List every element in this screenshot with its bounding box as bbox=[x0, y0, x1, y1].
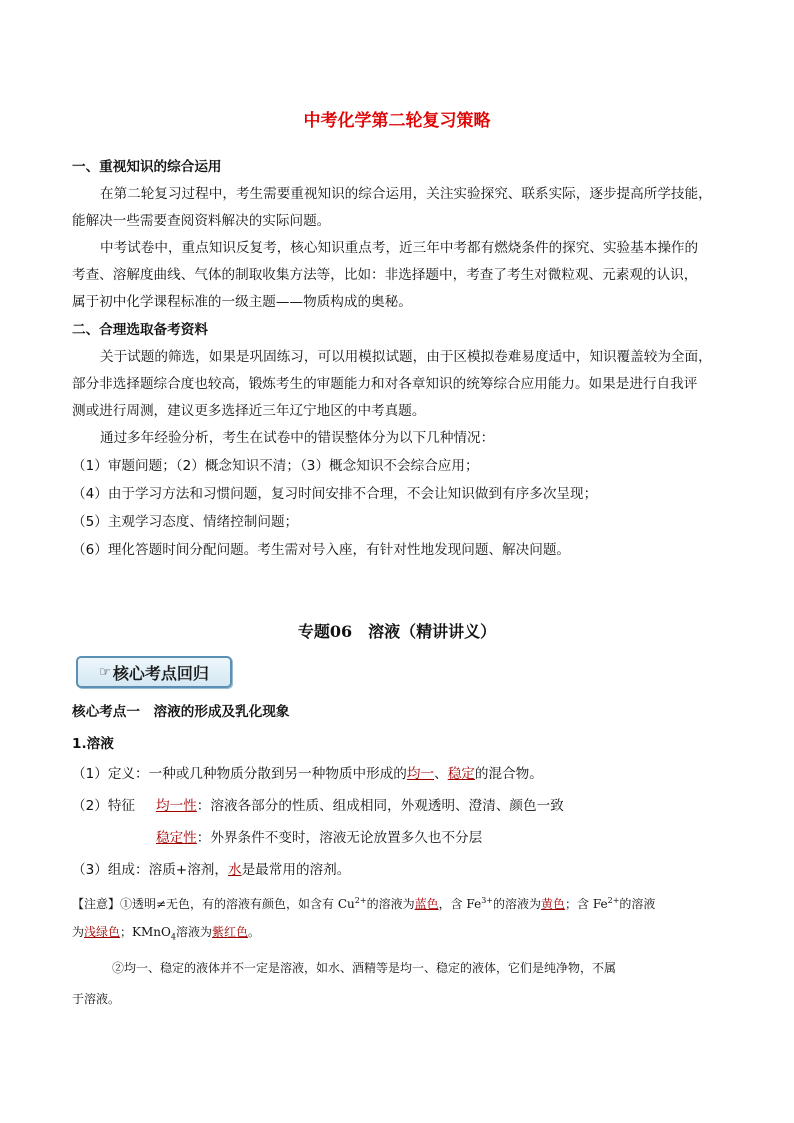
section2-para2: 通过多年经验分析，考生在试卷中的错误整体分为以下几种情况： bbox=[100, 430, 495, 446]
page-title: 中考化学第二轮复习策略 bbox=[303, 111, 491, 131]
section2-heading: 二、合理选取备考资料 bbox=[72, 322, 208, 338]
keyword-stable: 稳定 bbox=[447, 766, 475, 782]
feature-label: （2）特征 bbox=[72, 798, 136, 814]
definition-line: （1）定义：一种或几种物质分散到另一种物质中形成的均一、稳定的混合物。 bbox=[72, 766, 543, 782]
note-line3: ②均一、稳定的液体并不一定是溶液，如水、酒精等是均一、稳定的液体，它们是纯净物，不属 bbox=[112, 961, 617, 975]
list-item: （5）主观学习态度、情绪控制问题； bbox=[72, 514, 299, 530]
section2-para1-line2: 部分非选择题综合度也较高，锻炼考生的审题能力和对各章知识的统筹综合应用能力。如果是进行自我评 bbox=[72, 376, 698, 392]
section1-para1-line1: 在第二轮复习过程中，考生需要重视知识的综合运用，关注实验探究、联系实际，逐步提高所学技能， bbox=[100, 186, 712, 202]
keyword-uniformity: 均一性 bbox=[156, 798, 197, 814]
feature-uniformity: 均一性：溶液各部分的性质、组成相同，外观透明、澄清、颜色一致 bbox=[156, 798, 564, 814]
keyword-water: 水 bbox=[227, 862, 242, 878]
keyword-uniform: 均一 bbox=[406, 766, 435, 782]
badge-label: 核心考点回归 bbox=[112, 663, 209, 683]
list-item: （6）理化答题时间分配问题。考生需对号入座，有针对性地发现问题、解决问题。 bbox=[72, 542, 571, 558]
sub-heading: 1.溶液 bbox=[72, 736, 114, 752]
section2-para1-line3: 测或进行周测，建议更多选择近三年辽宁地区的中考真题。 bbox=[72, 403, 426, 419]
pointing-hand-icon: ☞ bbox=[99, 664, 111, 680]
note-line2: 为浅绿色；KMnO$_4$溶液为紫红色。 bbox=[72, 925, 260, 942]
list-item: （4）由于学习方法和习惯问题，复习时间安排不合理，不会让知识做到有序多次呈现； bbox=[72, 486, 598, 502]
section1-para2-line3: 属于初中化学课程标准的一级主题——物质构成的奥秘。 bbox=[72, 294, 412, 310]
topic-title: 专题06 溶液（精讲讲义） bbox=[297, 622, 497, 641]
section2-para1-line1: 关于试题的筛选，如果是巩固练习，可以用模拟试题，由于区模拟卷难易度适中，知识覆盖较为全面， bbox=[100, 349, 712, 365]
list-item: （1）审题问题；（2）概念知识不清；（3）概念知识不会综合应用； bbox=[72, 458, 479, 474]
note-line1: 【注意】①透明≠无色，有的溶液有颜色，如含有 $Cu^{2+}$的溶液为蓝色，含 $Fe^{3+}$的溶液为黄色；含 $Fe^{2+}$的溶液 bbox=[72, 896, 656, 911]
note-line4: 于溶液。 bbox=[72, 992, 121, 1006]
core-point-heading: 核心考点一 溶液的形成及乳化现象 bbox=[72, 704, 290, 720]
section1-para2-line1: 中考试卷中，重点知识反复考，核心知识重点考，近三年中考都有燃烧条件的探究、实验基本操作的 bbox=[100, 240, 699, 256]
section1-heading: 一、重视知识的综合运用 bbox=[72, 159, 222, 175]
section1-para1-line2: 能解决一些需要查阅资料解决的实际问题。 bbox=[72, 213, 331, 229]
feature-stability: 稳定性：外界条件不变时，溶液无论放置多久也不分层 bbox=[156, 830, 483, 846]
composition-line: （3）组成：溶质+溶剂，水是最常用的溶剂。 bbox=[72, 862, 351, 878]
core-points-badge bbox=[76, 656, 232, 688]
section1-para2-line2: 考查、溶解度曲线、气体的制取收集方法等，比如：非选择题中，考查了考生对微粒观、元素观的认识， bbox=[72, 267, 698, 283]
keyword-stability: 稳定性 bbox=[156, 830, 197, 846]
